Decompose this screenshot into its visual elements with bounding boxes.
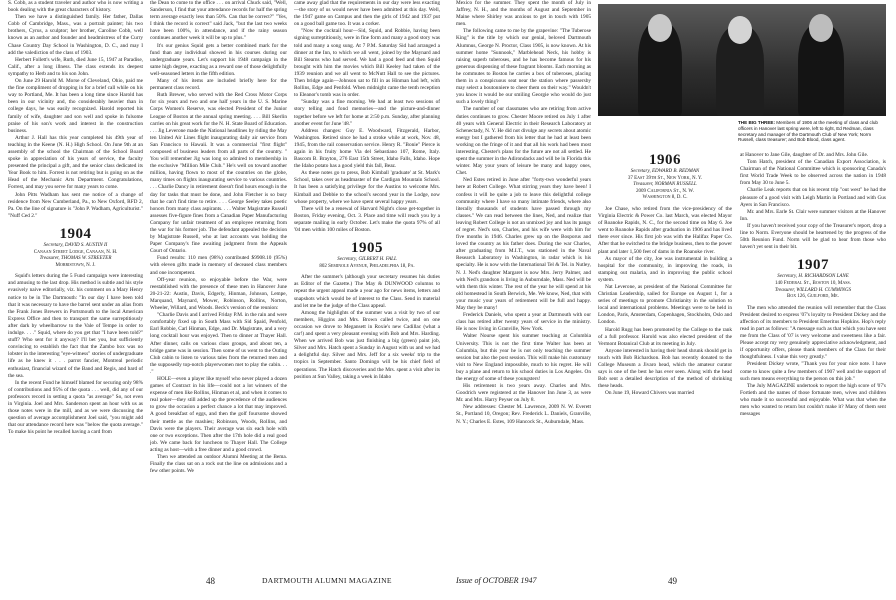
paragraph: It's our genius Squid gets a better combined mark for the fund than any individual showed in his courses during our undergraduate years. Let's support his 1948 campaign in the same high degree, exacting as a reward one of those delightfully well-seasoned letters in the fifth edition.	[150, 42, 287, 77]
class-secretary-address: 37 East 39th St., New York, N. Y.	[627, 175, 703, 181]
paragraph: Ned Estes retired in June after "forty-two wonderful years here at Robert College. What stirring years they have been! I confess it will be quite a job to leave this delightful college community where I have so many intimate friends, where also literally thousands of students have passed through my classes." We can read between the lines, Ned, and realize that leaving Robert College is not an unmixed joy and has its pangs of regret. Ned's son, Charles, and his wife were with him for five months in 1946. Charles grew up on the Bosporus and loved the country as his father does. During the war Charles, after graduating from M.I.T., was stationed in the Naval Research Laboratory in Washington, in radar which is his specialty. He is now with the International Tel & Tel. in Nutley, N. J. Ned's daughter Margaret is now Mrs. Jerry Palmer, and with Ned's grandson is living in Auburndale, Mass. Ned will be with them this winter. The rest of the year he will spend at his old homestead in South Berwick, Me. We know, Ned, that with your music your years of retirement will be full and happy. May they be many!	[456, 177, 591, 312]
paragraph: "Sunday was a fine morning. We had at least two sessions of story telling and fond memories—and the picture-and-dinner together before we left for home at 2:50 p.m. Sunday, after planning another event for June '48."	[294, 99, 440, 127]
class-secretary: Secretary, H. RICHARDSON LANE	[777, 274, 849, 280]
right-page-number: 49	[668, 576, 677, 586]
class-treasurer-address: Box 126, Guilford, Me.	[787, 294, 839, 300]
paragraph: Joe Chase, who retired from the vice-presidency of the Virginia Electric & Power Co. last March, was elected Mayor of Roanoke Rapids, N. C., for the second time on May 6. Joe went to Roanoke Rapids after graduation in 1906 and has lived there ever since. His first job was with the Halifax Paper Co. After that he switched to the bridge business, then to the power plant and later 1,500 feet of dams in the Roanoke river.	[598, 205, 732, 255]
left-page-number: 48	[206, 576, 215, 586]
paragraph: John Pitts Wadham has sent me notice of a change of residence from New Cumberland, Pa., to New Oxford, RFD 2, Pa. On the line of signature is "John P. Wadham, Agriculturist." "Nuff Ced 2."	[8, 191, 143, 219]
paragraph: As mayor of the city, Joe was instrumental in building a hospital for the community, in improving the roads, in stamping out malaria, and in improving the public school system.	[598, 255, 732, 283]
paragraph: Frederick Daniels, who spent a year at Dartmouth with our class has retired after twenty years of service in the ministry. He is now living in Granville, New York.	[456, 312, 591, 333]
class-treasurer: Treasurer, THOMAS W. STREETER	[39, 256, 112, 262]
paragraph: The July MAGAZINE undertook to report the high score of '07's Fortieth and the names of those fortunate men, wives and children who made it so successful and enjoyable. What was that when the men who wanted to return but couldn't make it? Many of them sent messages	[740, 382, 886, 418]
left-col-2	[150, 0, 287, 570]
class-year-heading: 1907	[797, 257, 829, 274]
paragraph: The men who attended the reunion will remember that the Class President desired to express '07's loyalty to President Dickey and the affection of its members to President Emeritus Hopkins. Hop's reply read in part as follows: "A message such as that which you have sent me from the Class of '07 is very welcome and sweetness like a fair. Please accept my very genuinely appreciative acknowledgment, and if opportunity offers, please thank members of the Class for their thoughtfulness. I value this very greatly."	[740, 304, 886, 361]
paragraph: came away glad that the requirements in our day were less exacting—the story of us would never have been admitted at this day. Well, the 1947 game on Campus and then the girls of 1942 and 1937 put on a good ball game too. It was a corker.	[294, 0, 440, 28]
right-page	[448, 0, 896, 600]
paragraph: On June 29 Harold M. Morse of Cleveland, Ohio, paid me the fine compliment of dropping in for a brief call while on his way to Portland, Me. It has been a long time since Harold has been in our vicinity and, tho considerably heavier than in college days, he was easily recognized. Harold reported his family of wife, daughter and son well and spoke in fulsome praise of his son's work and interest in the construction business.	[8, 78, 143, 134]
paragraph: New addresses: Chester M. Lawrence, 2009 N. W. Everett St., Portland 10, Oregon; Rev. Frederick L. Daniels, Granville, N. Y.; Charles E. Estes, 109 Hancock St., Auburndale, Mass.	[456, 404, 591, 425]
paragraph: Arthur J. Hall has this year completed his 49th year of teaching in the Keene (N. H.) High School. On June 9th at an assembly of the school the Chairman of the School Board spoke in appreciation of his years of service, the faculty presented the principal a gift, and the senior class dedicated its Year Book to him. Forrest is not retiring but is going on as the Head of the Mechanic Arts Department. Congratulations, Forrest, and may you serve for many years to come.	[8, 134, 143, 191]
class-secretary-address: Canaan Street Lodge, Canaan, N. H.	[33, 249, 118, 255]
photo-face-center	[728, 16, 752, 44]
paragraph: His retirement is two years away. Charles and Mrs. Goodrich were registered at the Hanover Inn June 3, as were Mr. and Mrs. Harry Peyser on July 8.	[456, 383, 591, 404]
left-col1-bottom-paras	[8, 273, 143, 436]
class-secretary-address: 140 Federal St., Boston 10, Mass.	[775, 280, 851, 286]
paragraph: "Charlie Davis and I arrived Friday P.M. in the rain and were comfortably fixed up in South Mass with Sid Spaid, Penfold, Earl Robbie, Carl Hinman, Edge, and Dr. Magistrate, and a very long cocktail hour was enjoyed. Then to dinner at Thayer Hall. After dinner, calls on various class groups, and about ten, a bridge game was in session. Then some of us went to the Outing Club cabin to listen to various tales from the returned men and the supposedly top-notch playerwomen met to play the cabin. . . ."	[150, 312, 287, 375]
paragraph: Off-year reunion, so enjoyable before the War, were reestablished with the presence of these men in Hanover June 20-21-22: Austin, Davis, Edgerly, Hinman, Johnson, Lempe, Marquand, Maynard, Mower, Robinson, Rollins, Norton, Wheeler, Willard, and Woods. Beck's version of the reunion:	[150, 276, 287, 312]
paragraph: As these notes go to press, Bob Kimball 'graduate' at St. Mark's School, takes over as headmaster of the Cardigan Mountain School. It has been a satisfying privilege for the Austins to welcome Mrs. Kimball and Debbie to the school's second year in the Lodge, now whose property, where we have spent several happy years.	[294, 170, 440, 205]
class-treasurer-address-2: Washington 8, D. C.	[642, 195, 688, 201]
paragraph: The following came to me by the grapevine: "The Tuberose King" is the title by which our genial, beloved Dartmouth Alumnus, George N. Proctor, Class 1905, is now known. At his summer home "Sunnook," Marblehead Neck, his hobby is raising superb tuberoses, and he has become famous for his generous dispensing of these fragrant blooms. Each morning as he commutes to Boston he carries a box of tuberoses, placing them in a conspicuous seat near the station where passersby may select a boutonniere to cheer them on their way." Wouldn't you know it would be our smiling Georgie who would do just such a lovely thing?	[456, 28, 591, 106]
class-section-1906	[598, 152, 732, 202]
left-page	[0, 0, 446, 600]
right-col-3	[740, 152, 886, 570]
class-treasurer: Treasurer, NORMAN RUSSELL	[633, 182, 697, 188]
paragraph: HOLE—even a player like myself who never played a dozen games of Contract in his life—could not a lot winners of the expense of men like Rollins, Hinman et al, and when it comes to real poker—they still added up the precedence of the audiences to grow the occasion a perfect chance a lot that may improved. A good breakfast of eggs, and then the golf foursome showed their mettle as the mashies; Robinson, Woods, Rollins, and Davis were the players. Their average was six each hole with one or two exceptions. Then after the 17th hole did a real good job. We came back for luncheon to Thayer Hall. The College acting as host—with a free dinner and a good crowd.	[150, 375, 287, 453]
paragraph: Then we attended an outdoor Alumni Meeting at the Bema. Finally the class sat on a rock out the line on admissions and a few other points. We	[150, 454, 287, 475]
paragraph: S. Cobb, as a student traveler and author who is now writing a book dealing with the great characters of history.	[8, 0, 143, 14]
class-secretary: Secretary, GILBERT H. FALL	[337, 257, 397, 263]
class-treasurer-address: Morristown, N. J.	[55, 262, 96, 268]
paragraph: Squid's letters during the 5 Fund campaign were interesting and amusing to the last drop. His method is subtle and his style evasively naive editorially, viz. his comment on a Mary Henry notice to be in The Dartmouth: "In our day I have been told that it was necessary to have the barrel sent under an alias from the Frank Jones Brewers in Portsmouth to the local American Express Office and then to transport the same surreptitiously after dark by wheelbarrow to the Vale of Tempe in order to indulge. . . ." Squid, where do you get that "I have been told?" stuff? Who sent for it anyway? I'll bet you, but sufficiently convincing to establish the fact that the Zambo box was no lobster in the interesting "eye-witness" stories of undergraduate life as he knew it . . . parrot fancier, Montreal periodic enthusiast, financial wizard of the Band and Regis, and bard of the sea.	[8, 273, 143, 379]
paragraph: Ruth Brewer, who served with the Red Cross Motor Corps for six years and two and one half years in the U. S. Marine Corps Women's Reserve, was elected President of the Junior League of Boston at the annual spring meeting. . . . Bill Skerlin carries on his great work for the N. H. State Board of Education. . . . Jig Leverone made the National headlines by riding the May ten United Air Lines flight inaugurating daily air service from San Francisco to Hawaii. It was a commercial "first flight" composed of business leaders from all parts of the country. " You will remember Jig was long so admired to membership in the exclusive "Million Mile Club." He's well on toward another million, having flown to most of the countries on the globe, many times on flights inaugurating service to various countries. . . . Charlie Dancy in retirement doesn't find hours enough in the day for tasks that must be done, and John Fletcher is so busy that he can't find time to retire. . . . George Seeley takes poetic honors from many class aspirants. . . . Walter Magistrate Russell assesses five-figure fines from a Canadian Paper Manufacturing Company for unfair treatment of an employee returning from the war for his former job. The defendant appealed the decision by Magistrate Russell, who at last accounts was holding the Paper Company's fine awaiting judgment from the Appeals Court of Ontario.	[150, 92, 287, 255]
issue-date: Issue of OCTOBER 1947	[456, 576, 537, 585]
paragraph: Charlie Leak reports that on his recent trip "out west" he had the pleasure of a good visit with Leigh Martin in Portland and with Gus Ayers in San Francisco.	[740, 187, 886, 208]
class-year-heading: 1905	[351, 240, 383, 257]
class-officers-photo	[598, 4, 886, 116]
right-col-2	[598, 150, 732, 570]
paragraph: Nat Leverone, as president of the National Committee for Christian Leadership, sailed for Europe on August 1, for a series of meetings to promote Christianity in the solution to local and international problems. Meetings were to be held in London, Paris, Amsterdam, Copenhagen, Stockholm, Oslo and London.	[598, 284, 732, 326]
paragraph: If you haven't received your copy of the Treasurer's report, drop a line to Norm. Everyone should be heartened by the progress of the 50th Reunion Fund. Norm will be glad to hear from those who haven't yet sent in their bit.	[740, 222, 886, 251]
paragraph: The number of our classmates who are retiring from active duties continues to grow. Chester Moore retired on July 1 after 40 years with General Electric in their Research Laboratory at Schenectady, N. Y. He did not divulge any secrets about atomic energy but I gathered from his letter that he had at least been working on the fringe of it and that all his work had been most interesting. Chester's plans for the future are not all settled. He spent the summer in the Adirondacks and will be in Florida this winter. May your years of leisure be many and happy ones, Chet.	[456, 106, 591, 177]
left-col-3	[294, 0, 440, 570]
class-section-1904	[8, 226, 143, 269]
class-section-1905	[294, 240, 440, 270]
class-secretary: Secretary, DAVID S. AUSTIN II	[43, 242, 108, 248]
paragraph: Tom Hatch, president of the Canadian Export Association, is Chairman of the National Committee which is sponsoring Canada's first World Trade Week to be observed across the nation in 1948 from May 30 to June 5.	[740, 159, 886, 187]
paragraph: Then we have a distinguished family. Her father, Dallas Cobb of Cambridge, Mass., was a portrait painter; his two brothers, Cyrus, a sculptor; her brother, Caroline Cobb, well known as an author and founder and headmistress of the Curry Chase Country Day School in Washington, D. C., and may I add the valediction of the class of 1903.	[8, 14, 143, 56]
photo-face-right	[809, 14, 833, 42]
paragraph: President Dickey wrote, "Thank you for your nice note. I have come to know quite a few members of 1907 well and the support of such men means everything to the person on this job."	[740, 361, 886, 382]
photo-caption	[738, 120, 886, 143]
paragraph: Walter Nourse spent his summer teaching at Columbia University. This is not the first time Walter has been at Columbia, but this year he is not only teaching the summer session but also the post session. This will make his customary visit to New England impossible, much to his regret. He will buy a plane and return to his school duties in Los Angeles. On the energy of some of these youngsters!	[456, 333, 591, 382]
paragraph: "Now the cocktail hour—Sid, Squid, and Robbie, having been signing surreptitiously, were in fine form and many a good story was told and many a song sung. At 7 P.M. Saturday Sid had arranged a dinner at the Inn, to which we all went, joined by the Maynard and Bill Stearns who had served. We had a good feed and then Squid brought with him the movies which Bill Keeley had taken of the 1939 reunion and we all went to McNutt Hall to see the pictures. Then bridge again—Johnson sat to fill in as Hinman had left, with Rollins, Edge and Penfold. When midnight came the tenth reception to Eleanor's tomb was in order.	[294, 28, 440, 99]
magazine-title: DARTMOUTH ALUMNI MAGAZINE	[262, 576, 392, 585]
class-treasurer: Treasurer, WILLARD H. CUMMINGS	[774, 287, 852, 293]
class-year-heading: 1904	[59, 225, 92, 242]
paragraph: Harold Rugg has been promoted by the College to the rank of a full professor. Harold was also elected president of the Vermont Botanical Club at its meeting in July.	[598, 326, 732, 347]
left-col-1	[8, 0, 143, 570]
photo-caption-text: Members of 1906 at the meeting of class and club officers in Hanover last spring were, left to right, Ed Redman, class secretary and manager of the Dartmouth Club of New York; Norm Russell, class treasurer; and Bob Blood, class agent.	[738, 120, 878, 143]
class-secretary: Secretary, EDWARD B. REDMAN	[630, 169, 700, 174]
paragraph: There will be a renewal of Harvard Night's close get-together in Boston, Friday evening, Oct. 3. Place and time will reach you by a separate mailing in early October. Let's make the quota 97% of all '04 men within 100 miles of Boston.	[294, 205, 440, 233]
right-col-1	[456, 0, 591, 570]
paragraph: After the summer's (although your secretary resumes his duties as Editor of the Gazette.) The May & DUNWOOD columns to repeat the urgent appeal made a year ago for news items, letters and snapshots which would be of interest to the Class. Send in material and let me be the judge of the Class appeal.	[294, 274, 440, 309]
class-section-1907	[740, 257, 886, 300]
photo-caption-title: THE BIG THREE:	[738, 120, 776, 125]
paragraph: Herbert Follett's wife, Ruth, died June 15, 1947 at Paradise, Calif., after a long illness. The class extends its deepest sympathy to Herb and to his son John.	[8, 56, 143, 77]
paragraph: In the recent Fund he himself blamed for securing only 98% of contributions and 95% of the quota . . . well, did any of our professors record in setting a quota "as average" So, not even in Virginia. Joel and Mrs. Sanderson spent an hour with us as those notes were in the mill, and as we were discussing the question of average accomplishment Joel said, "you might add that our attendance record here was "below the quota average." To make his point he recalled having a card from	[8, 379, 143, 436]
paragraph: Mr. and Mrs. Earle St. Clair were summer visitors at the Hanover Inn.	[740, 208, 886, 222]
paragraph: Mexico for the summer. They spent the month of July in Jaffrey, N. H., and the months of August and September in Maine where Shirley was anxious to get in touch with 1905 men.	[456, 0, 591, 28]
paragraph: Among the highlights of the summer was a visit by two of our members, Higgins and Mrs. Brown called twice, and on one occasion we drove to Megansett in Roxie's new Cadillac (what a car!) and spent a very pleasant evening with Bob and Mrs. Harding. When we arrived Bob was just finishing a big (green) paint job, Silver and Mrs. Hatch spent a Sunday in August with us and we had a delightful day. Silver and Mrs. Jeff for a six weeks' trip to the tropics in September. Santo Domingo will be his chief field of operations. The Hatch discoveries and the Mrs. spent a visit after its position at Sun Valley, taking a week in Idaho	[294, 309, 440, 380]
photo-face-left	[648, 14, 672, 42]
paragraph: Address changes: Guy E. Woodward, Fitzgerald, Harbor, Washington. Retired since he had a stroke while at work, Nov. 48, 1945, from the rail conservation service. Henry R. "Bonie" Pierce is again in his fruity home Via del Sebastiano 107, Rome, Italy. Bascom B. Brayton, 276 East 15th Street, Idaho Falls, Idaho. Hope the Idaho potato has a good yield this fall, Beaz.	[294, 127, 440, 170]
paragraph: Many of his items are included briefly here for the permanent class record.	[150, 78, 287, 92]
paragraph: the Dean to come to the office . . . on arrival Chuck said, "Well, Sanderson, I find that your attendance records for half the spring term average exactly less than 50%. Can that be correct?" "Yes, I think the record is correct" said Jack, "but the last two weeks have been 100%, in attendance, and if the rainy season continues another week it will be up to plus."	[150, 0, 287, 42]
paragraph: Anyone interested in having their head shrunk should get in touch with Bob Richardson. Bob has recently donated to the College Museum a Jivaro head, which the amateur curator says is one of the best he has ever seen. Along with the head Bob sent a detailed description of the method of shrinking these heads.	[598, 347, 732, 390]
paragraph: Fund results: 110 men (98%) contributed $9908.10 (95%) with eleven gifts made in memory of deceased class members and one incompetent.	[150, 255, 287, 276]
class-secretary-address: 802 Seminole Avenue, Philadelphia 18, Pa.	[319, 263, 415, 269]
class-year-heading: 1906	[649, 152, 681, 168]
paragraph: On June 19, Howard Chivers was married	[605, 390, 694, 397]
class-treasurer-address: 2009 California St., N. W.	[636, 188, 694, 194]
paragraph: at Hanover to Jane Gile, daughter of Dr. and Mrs. John Gile.	[740, 152, 869, 158]
left-col1-top-paras	[8, 0, 143, 220]
